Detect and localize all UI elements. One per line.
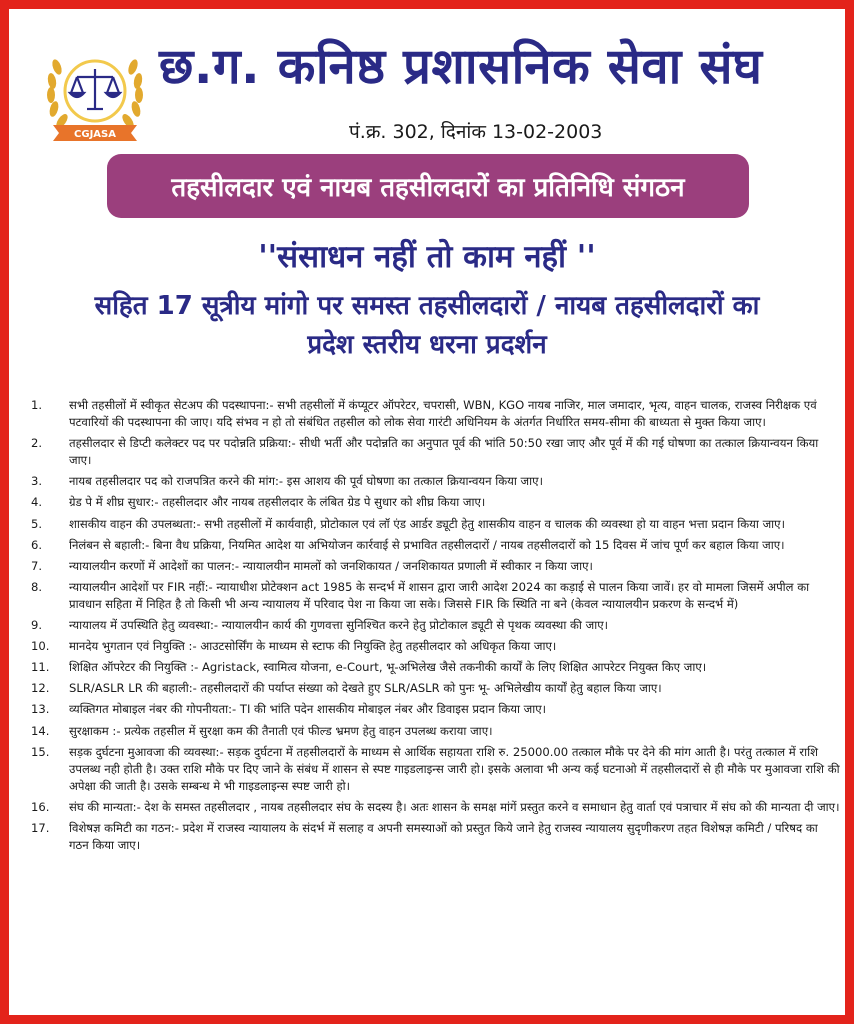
emblem-icon — [35, 37, 155, 149]
protest-heading: सहित 17 सूत्रीय मांगो पर समस्त तहसीलदारों / नायब तहसीलदारों का प्रदेश स्तरीय धरना प्रदर्शन — [94, 291, 760, 360]
demand-text: न्यायालयीन आदेशों पर FIR नहीं:- न्यायाधीश प्रोटेक्शन act 1985 के सन्दर्भ में शासन द्वारा जारी आदेश 2024 का कड़ाई से पालन किया जावें। हर वो मामला जिसमें अपील का प्रावधान सहिता में निहित है तो किसी भी अन्य न्यायालय में परिवाद पेश ना किया जा सके। जिससे FIR कि स्थिति ना बने (केवल न्यायालयीन प्रकरण के सन्दर्भ में) — [69, 579, 810, 611]
slogan: ''संसाधन नहीं तो काम नहीं '' — [258, 239, 596, 275]
demand-number: 17. — [31, 820, 50, 835]
demand-number: 4. — [31, 495, 43, 510]
demand-text: शिक्षित ऑपरेटर की नियुक्ति :- Agristack, स्वामित्व योजना, e-Court, भू-अभिलेख जैसे तकनीकी कार्यों के लिए शिक्षित आपरेटर नियुक्त किए जाए। — [69, 660, 707, 675]
demand-text: निलंबन से बहाली:- बिना वैध प्रक्रिया, नियमित आदेश या अभियोजन कार्रवाई से प्रभावित तहसीलदारों / नायब तहसीलदारों को 15 दिवस में जांच पूर्ण कर बहाल किया जाए। — [69, 537, 785, 552]
demand-number: 2. — [31, 436, 43, 451]
demand-number: 3. — [31, 474, 43, 489]
demand-text: सभी तहसीलों में स्वीकृत सेटअप की पदस्थापना:- सभी तहसीलों में कंप्यूटर ऑपरेटर, चपरासी, WBN, KGO नायब नाजिर, माल जमादार, भृत्य, वाहन चालक, राजस्व निरीक्षक एवं पटवारियों की पदस्थापना की जाए। यदि संभव न हो तो संबंधित तहसील को लोक सेवा गारंटी अधिनियम के अंतर्गत निर्धारित समय-सीमा की बाध्यता से मुक्त किया जाए। — [69, 398, 817, 430]
demand-number: 14. — [31, 723, 50, 738]
demand-item — [23, 494, 841, 511]
demand-number: 12. — [31, 681, 50, 696]
demand-text: तहसीलदार से डिप्टी कलेक्टर पद पर पदोन्नति प्रक्रिया:- सीधी भर्ती और पदोन्नति का अनुपात पूर्व की भांति 50:50 रखा जाए और पूर्व में की गई घोषणा का तत्काल क्रियान्वयन किया जाए। — [69, 436, 819, 468]
demand-text: शासकीय वाहन की उपलब्धता:- सभी तहसीलों में कार्यवाही, प्रोटोकाल एवं लॉ एंड आर्डर ड्यूटी हेतु शासकीय वाहन व चालक की व्यवस्था हो या वाहन भत्ता प्रदान किया जाए। — [69, 516, 785, 531]
demand-item — [23, 473, 841, 490]
demand-item — [23, 820, 841, 854]
demand-number: 6. — [31, 537, 43, 552]
demand-text: संघ की मान्यता:- देश के समस्त तहसीलदार , नायब तहसीलदार संघ के सदस्य है। अतः शासन के समक्ष मांगें प्रस्तुत करने व समाधान हेतु वार्ता एवं पत्राचार में संघ को की मान्यता दी जाए। — [69, 799, 840, 814]
cgjasa-logo — [35, 37, 155, 149]
demand-number: 8. — [31, 579, 43, 594]
demand-text: सड़क दुर्घटना मुआवजा की व्यवस्था:- सड़क दुर्घटना में तहसीलदारों के माध्यम से आर्थिक सहायता राशि रु. 25000.00 तत्काल मौके पर देने की मांग आती है। परंतु तत्काल में राशि उपलब्ध नही होती है। उक्त राशि मौके पर दिए जाने के संबंध में शासन से स्पष्ट गाइडलाइन्स जारी हो। इसके अलावा भी अन्य कई घटनाओ में तहसीलदारों से ही मौके पर मुआवजा राशि की अपेक्षा की जाती है। उसके सम्बन्ध मे भी गाइडलाइन्स स्पष्ट जारी हो। — [69, 744, 840, 793]
demand-item — [23, 397, 841, 431]
demand-number: 11. — [31, 660, 50, 675]
demand-text: ग्रेड पे में शीघ्र सुधार:- तहसीलदार और नायब तहसीलदार के लंबित ग्रेड पे सुधार को शीघ्र किया जाए। — [69, 495, 486, 510]
demand-number: 13. — [31, 702, 50, 717]
demand-number: 16. — [31, 799, 50, 814]
demand-number: 1. — [31, 398, 43, 412]
demand-text: न्यायालय में उपस्थिति हेतु व्यवस्था:- न्यायालयीन कार्य की गुणवत्ता सुनिश्चित करने हेतु प्रोटोकाल ड्यूटी से पृथक व्यवस्था की जाए। — [69, 618, 609, 633]
demand-item — [23, 435, 841, 469]
demand-number: 9. — [31, 618, 43, 633]
logo-text: CGJASA — [74, 129, 116, 140]
subtitle-banner — [107, 154, 749, 218]
poster — [9, 9, 845, 1015]
demand-item — [23, 516, 841, 533]
demand-text: मानदेय भुगतान एवं नियुक्ति :- आउटसोर्सिंग के माध्यम से स्टाफ की नियुक्ति हेतु तहसीलदार को अधिकृत किया जाए। — [69, 639, 557, 654]
demand-item — [23, 659, 841, 676]
demand-number: 5. — [31, 516, 43, 531]
demand-number: 7. — [31, 558, 43, 573]
demand-item — [23, 579, 841, 613]
demand-number: 10. — [31, 639, 50, 654]
demand-text: नायब तहसीलदार पद को राजपत्रित करने की मांग:- इस आशय की पूर्व घोषणा का तत्काल क्रियान्वयन किया जाए। — [69, 474, 543, 489]
demand-text: न्यायालयीन करणों में आदेशों का पालन:- न्यायालयीन मामलों को जनशिकायत / जनशिकायत प्रणाली में स्वीकार न किया जाए। — [69, 558, 593, 573]
demand-item — [23, 680, 841, 697]
demand-item — [23, 744, 841, 795]
demand-text: SLR/ASLR LR की बहाली:- तहसीलदारों की पर्याप्त संख्या को देखते हुए SLR/ASLR को पुनः भू- अभिलेखीय कार्यों हेतु बहाल किया जाए। — [69, 681, 662, 696]
demand-item — [23, 701, 841, 718]
demand-text: विशेषज्ञ कमिटी का गठन:- प्रदेश में राजस्व न्यायालय के संदर्भ में सलाह व अपनी समस्याओं को प्रस्तुत किये जाने हेतु राजस्व न्यायालय सुदृणीकरण तहत विशेषज्ञ कमिटी / परिषद का गठन किया जाए। — [69, 820, 818, 853]
demand-text: सुरक्षाकम :- प्रत्येक तहसील में सुरक्षा कम की तैनाती एवं फील्ड भ्रमण हेतु वाहन उपलब्ध कराया जाए। — [69, 723, 493, 738]
demand-item — [23, 723, 841, 740]
banner-text: तहसीलदार एवं नायब तहसीलदारों का प्रतिनिधि संगठन — [171, 173, 685, 203]
demand-item — [23, 617, 841, 634]
demand-item — [23, 558, 841, 575]
reference-number: पं.क्र. 302, दिनांक 13-02-2003 — [349, 121, 603, 143]
demand-item — [23, 638, 841, 655]
demand-item — [23, 799, 841, 816]
organization-title: छ.ग. कनिष्ठ प्रशासनिक सेवा संघ — [159, 38, 763, 95]
demand-text: व्यक्तिगत मोबाइल नंबर की गोपनीयता:- TI की भांति पदेन शासकीय मोबाइल नंबर और डिवाइस प्रदान किया जाए। — [69, 702, 547, 717]
demand-item — [23, 537, 841, 554]
demand-number: 15. — [31, 744, 50, 759]
demands-list — [23, 397, 841, 858]
